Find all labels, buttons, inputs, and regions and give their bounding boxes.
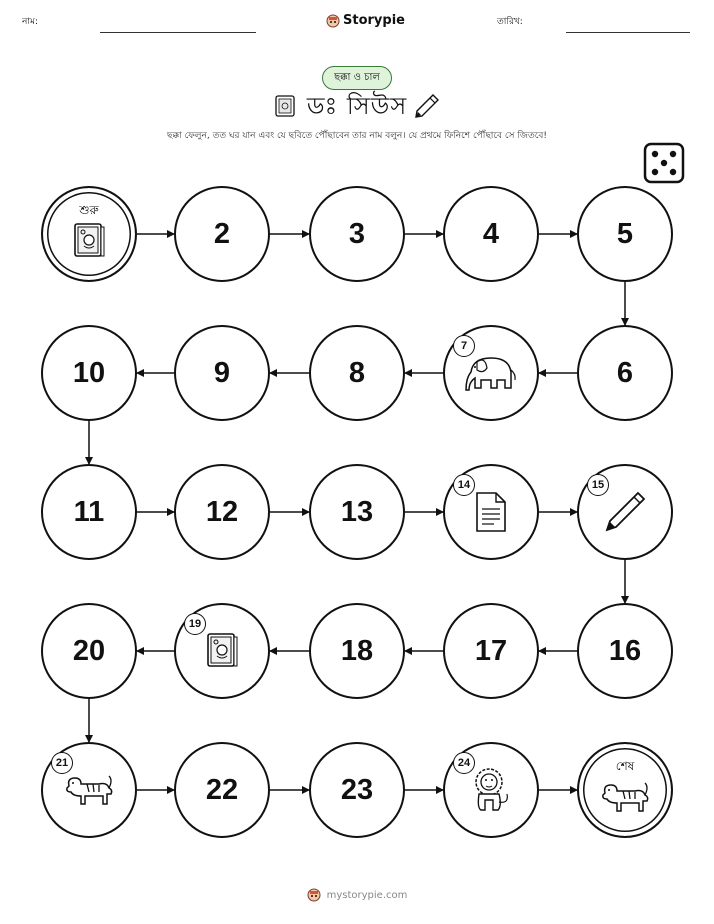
- board-cell-8[interactable]: [309, 325, 405, 421]
- end-label: শেষ: [615, 759, 635, 773]
- cell-number-badge: 15: [587, 474, 609, 496]
- cell-number-badge: 7: [453, 335, 475, 357]
- footer: [0, 888, 714, 902]
- cell-number: 2: [213, 217, 231, 250]
- tiger-icon: [63, 770, 115, 810]
- cell-number: 23: [340, 773, 374, 806]
- board-cell-5[interactable]: [577, 186, 673, 282]
- cell-number: 11: [73, 495, 105, 528]
- board-cell-7[interactable]: [443, 325, 539, 421]
- board-cell-13[interactable]: [309, 464, 405, 560]
- document-icon: [474, 491, 508, 533]
- cell-number: 3: [348, 217, 366, 250]
- book-icon: [205, 632, 239, 670]
- date-label: তারিখ:: [497, 17, 523, 27]
- board-cell-24[interactable]: [443, 742, 539, 838]
- board-cell-16[interactable]: [577, 603, 673, 699]
- brand-name: Storypie: [343, 13, 405, 28]
- board-cell-4[interactable]: [443, 186, 539, 282]
- cell-number: 8: [348, 356, 366, 389]
- board-cell-6[interactable]: [577, 325, 673, 421]
- lion-icon: [469, 766, 513, 814]
- board-cell-23[interactable]: [309, 742, 405, 838]
- finish-cell[interactable]: [577, 742, 673, 838]
- board-cell-9[interactable]: [174, 325, 270, 421]
- cell-number: 12: [205, 495, 239, 528]
- board-cell-14[interactable]: [443, 464, 539, 560]
- cell-number: 17: [474, 634, 508, 667]
- footer-mascot-icon: [307, 888, 321, 902]
- board-cell-10[interactable]: [41, 325, 137, 421]
- start-label: শুরু: [79, 203, 99, 217]
- board-cell-17[interactable]: [443, 603, 539, 699]
- cell-number: 5: [616, 217, 634, 250]
- instructions: ছক্কা ফেলুন, তত ঘর যান এবং যে ছবিতে পৌঁছাবেন তার নাম বলুন। যে প্রথমে ফিনিশে পৌঁছাবে সে জিতবে!: [167, 131, 547, 141]
- cell-number-badge: 24: [453, 752, 475, 774]
- cell-number: 10: [72, 356, 106, 389]
- start-cell[interactable]: [41, 186, 137, 282]
- board-cell-11[interactable]: [41, 464, 137, 560]
- board-cell-15[interactable]: [577, 464, 673, 560]
- page-title: ডঃ সিউস: [306, 92, 408, 120]
- cell-number: 16: [608, 634, 642, 667]
- board-cell-21[interactable]: [41, 742, 137, 838]
- cell-number: 22: [205, 773, 239, 806]
- board-cell-12[interactable]: [174, 464, 270, 560]
- cell-number-badge: 19: [184, 613, 206, 635]
- cell-number-badge: 21: [51, 752, 73, 774]
- board-cell-20[interactable]: [41, 603, 137, 699]
- subtitle-pill: ছক্কা ও চাল: [322, 66, 392, 90]
- name-label: নাম:: [22, 17, 39, 27]
- cell-number: 13: [340, 495, 374, 528]
- board-cell-19[interactable]: [174, 603, 270, 699]
- board-cell-3[interactable]: [309, 186, 405, 282]
- cell-number: 9: [213, 356, 231, 389]
- book-icon: [72, 222, 106, 260]
- board-cell-2[interactable]: [174, 186, 270, 282]
- cell-number: 18: [340, 634, 374, 667]
- cell-number: 20: [72, 634, 106, 667]
- cell-number-badge: 14: [453, 474, 475, 496]
- cell-number: 6: [616, 356, 634, 389]
- elephant-icon: [463, 350, 519, 396]
- board-cell-22[interactable]: [174, 742, 270, 838]
- tiger-icon: [599, 777, 651, 817]
- footer-url: mystorypie.com: [326, 889, 408, 901]
- cell-number: 4: [482, 217, 500, 250]
- board-cell-18[interactable]: [309, 603, 405, 699]
- pencil-icon: [602, 489, 648, 535]
